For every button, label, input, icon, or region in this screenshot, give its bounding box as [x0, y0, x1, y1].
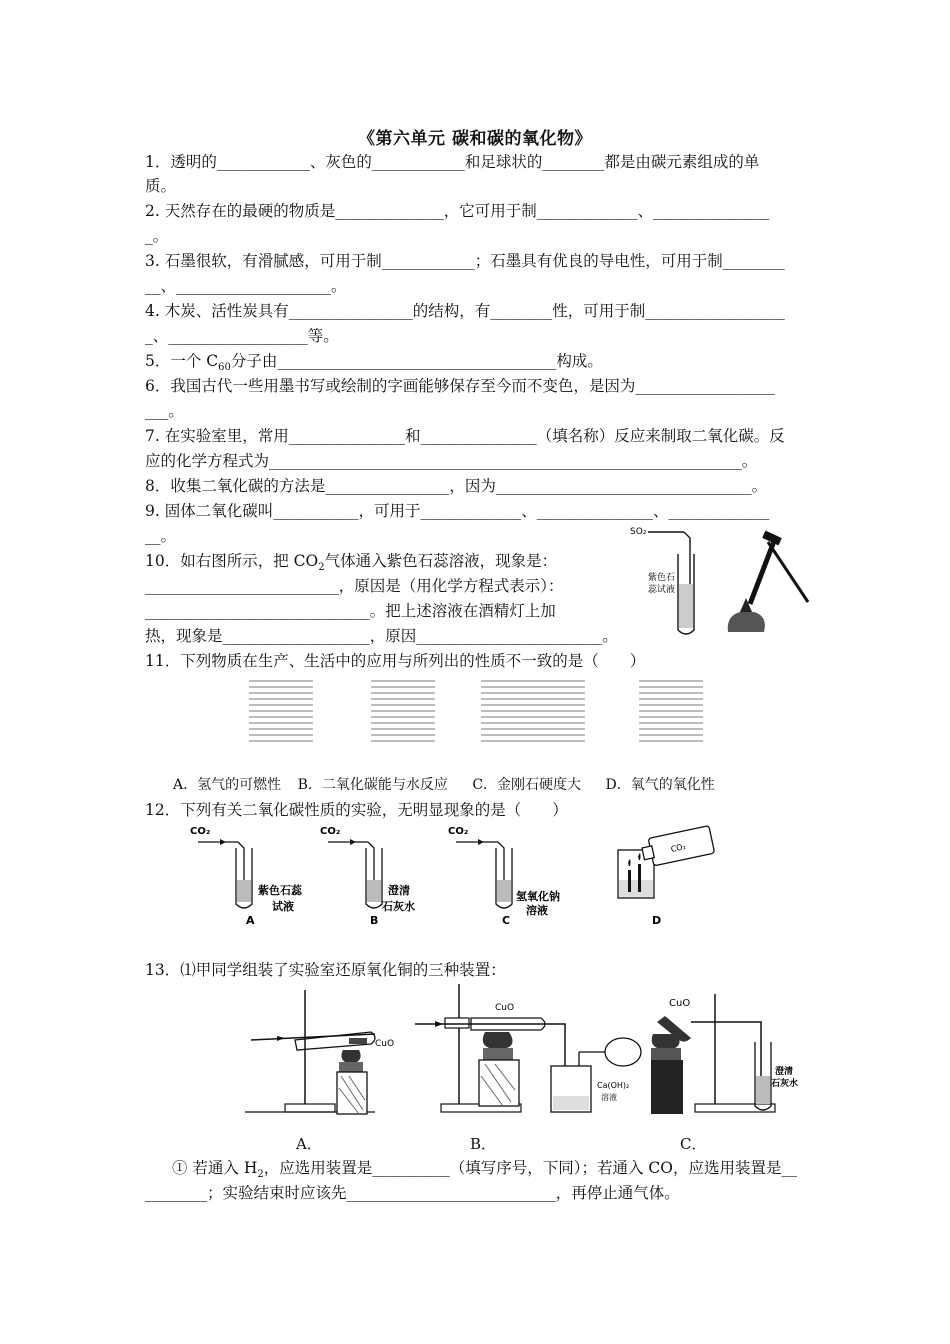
q12-a-liquid2: 试液	[272, 900, 294, 913]
q13-1-line1	[172, 1158, 797, 1185]
q13-a-cuo: CuO	[375, 1039, 395, 1049]
q4-line2: _、__________________等。	[145, 327, 339, 345]
q13-line: 13．⑴甲同学组装了实验室还原氧化铜的三种装置：	[145, 961, 506, 979]
q10-liquid-label1: 紫色石	[648, 573, 676, 583]
q1-line2: 质。	[145, 177, 177, 195]
q13-c-cuo: CuO	[669, 998, 691, 1009]
q11-option-b: B．二氧化碳能与水反应	[297, 777, 448, 793]
q2-line2: _。	[145, 227, 169, 245]
q6-line2: ___。	[145, 402, 184, 420]
q13-b-caoh: Ca(OH)₂	[597, 1081, 630, 1090]
q13-c-lime1: 澄清	[775, 1067, 794, 1077]
q11-image-d	[636, 676, 706, 760]
q12-figure	[180, 820, 740, 930]
q10-line1	[145, 551, 557, 578]
q10-gas-label: SO₂	[630, 527, 647, 537]
q12-b-liquid1: 澄清	[388, 884, 410, 897]
q10-subscript: 2	[318, 562, 325, 574]
q12-label-a: A	[246, 914, 255, 927]
q11-image-c	[478, 676, 588, 760]
q13-1-subscript: 2	[257, 1169, 264, 1181]
q11-image-b	[368, 676, 438, 760]
q11-option-d: D．氧气的氧化性	[605, 777, 715, 793]
q11-option-c: C．金刚石硬度大	[472, 777, 582, 793]
q12-label-d: D	[652, 914, 662, 927]
q10-line4: 热，现象是___________________，原因________________________。	[145, 627, 618, 645]
q11-option-a: A．氢气的可燃性	[173, 777, 282, 793]
q11-line: 11．下列物质在生产、生活中的应用与所列出的性质不一致的是（ ）	[145, 652, 646, 670]
q12-a-liquid1: 紫色石蕊	[258, 884, 302, 897]
q5-subscript: 60	[218, 362, 231, 374]
q7-line1: 7. 在实验室里，常用_______________和_______________（填名称）反应来制取二氧化碳。反	[145, 427, 785, 445]
q8-line: 8．收集二氧化碳的方法是________________，因为_________________________________。	[145, 477, 768, 495]
q12-d-bottle-label: CO₂	[670, 841, 687, 854]
q6-line1: 6．我国古代一些用墨书写或绘制的字画能够保存至今而不变色，是因为__________________	[145, 377, 775, 395]
q11-options	[173, 774, 727, 794]
q5-text-pre: 5．一个 C	[145, 352, 219, 370]
q5-text-post: 分子由____________________________________构成。	[230, 352, 603, 370]
q12-c-gas: CO₂	[448, 826, 469, 837]
q3-line1: 3. 石墨很软，有滑腻感，可用于制____________；石墨具有优良的导电性，可用于制________	[145, 252, 785, 270]
q13-1-text-pre: ① 若通入 H	[172, 1159, 258, 1177]
q10-line3: _____________________________。把上述溶液在酒精灯上加	[145, 602, 556, 620]
page-title: 《第六单元 碳和碳的氧化物》	[358, 129, 592, 149]
q2-line1: 2. 天然存在的最硬的物质是______________，它可用于制_____________、_______________	[145, 202, 770, 220]
q13-1-text-post: ，应选用装置是__________（填写序号，下同）；若通入 CO，应选用装置是__	[263, 1159, 797, 1177]
q5-line	[145, 351, 603, 378]
q13-1-line2: ________；实验结束时应该先___________________________，再停止通气体。	[145, 1184, 680, 1202]
q9-line2: __。	[145, 527, 177, 545]
q12-a-gas: CO₂	[190, 826, 211, 837]
q13-label-c: C．	[680, 1135, 707, 1153]
q10-line2: _________________________，原因是（用化学方程式表示）：	[145, 577, 564, 595]
q10-figure	[628, 522, 828, 642]
q12-b-liquid2: 石灰水	[382, 900, 415, 913]
q13-b-cuo: CuO	[495, 1003, 515, 1013]
q10-liquid-label2: 蕊试液	[648, 585, 676, 595]
q4-line1: 4. 木炭、活性炭具有________________的结构，有________性，可用于制__________________	[145, 302, 785, 320]
q12-b-gas: CO₂	[320, 826, 341, 837]
q10-text-post: 气体通入紫色石蕊溶液，现象是：	[324, 552, 558, 570]
q9-line1: 9. 固体二氧化碳叫___________，可用于_____________、_______________、_____________	[145, 502, 770, 520]
q13-b-solution: 溶液	[601, 1093, 617, 1102]
q13-label-a: A．	[296, 1135, 322, 1153]
q12-c-liquid1: 氢氧化钠	[516, 890, 560, 903]
q3-line2: __、____________________。	[145, 277, 347, 295]
q13-label-b: B．	[470, 1135, 497, 1153]
q10-text-pre: 10．如右图所示，把 CO	[145, 552, 319, 570]
q11-image-a	[246, 676, 316, 760]
q12-c-liquid2: 溶液	[526, 904, 548, 917]
q12-label-b: B	[370, 914, 379, 927]
q12-line: 12．下列有关二氧化碳性质的实验，无明显现象的是（ ）	[145, 801, 568, 819]
q7-line2: 应的化学方程式为_____________________________________________________________。	[145, 452, 758, 470]
q12-label-c: C	[502, 914, 511, 927]
q13-c-lime2: 石灰水	[771, 1079, 799, 1089]
q1-line1: 1．透明的____________、灰色的____________和足球状的________都是由碳元素组成的单	[145, 153, 760, 171]
q13-figure	[245, 980, 805, 1120]
